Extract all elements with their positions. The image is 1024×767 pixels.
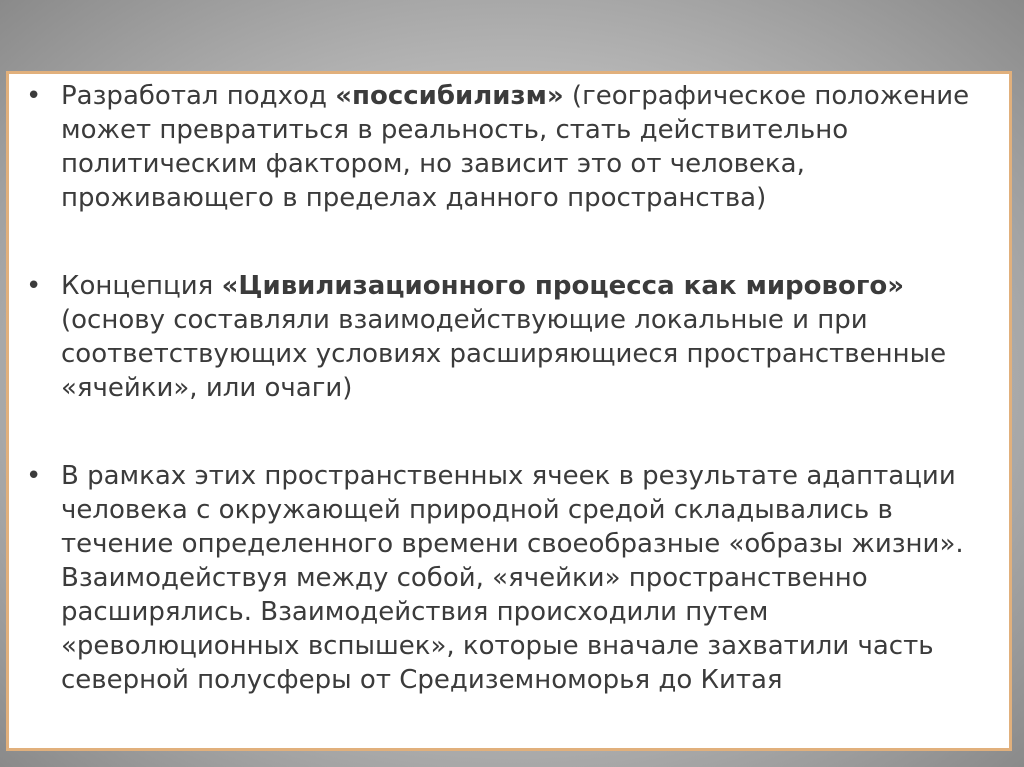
bullet-text (61, 79, 981, 215)
bullet-text-suffix: (географическое положение может превратиться в реальность, стать действительно политическим фактором, но зависит это от человека, проживающего в пределах данного пространства) (61, 81, 970, 213)
bullet-text (61, 459, 981, 697)
bullet-item-spatial-cells (9, 459, 969, 697)
bullet-marker: • (26, 81, 42, 111)
bullet-text-prefix: Концепция (61, 271, 222, 301)
bullet-text-bold-term: «поссибилизм» (335, 81, 564, 111)
bullet-text-prefix: В рамках этих пространственных ячеек в результате адаптации человека с окружающей природной средой складывались в течение определенного времени своеобразные «образы жизни». Взаимодействуя между собой, «ячейки» пространственно расширялись. Взаимодействия происходили путем «революционных вспышек», которые вначале захватили часть северной полусферы от Средиземноморья до Китая (61, 461, 964, 695)
slide-content-card (6, 71, 1012, 751)
bullet-marker: • (26, 461, 42, 491)
bullet-item-civilization-process (9, 269, 969, 405)
bullet-marker: • (26, 271, 42, 301)
bullet-text-prefix: Разработал подход (61, 81, 336, 111)
bullet-item-possibilism (9, 79, 969, 215)
bullet-text (61, 269, 981, 405)
bullet-text-bold-term: «Цивилизационного процесса как мирового» (221, 271, 905, 301)
bullet-text-suffix: (основу составляли взаимодействующие локальные и при соответствующих условиях расширяющиеся пространственные «ячейки», или очаги) (61, 305, 947, 403)
